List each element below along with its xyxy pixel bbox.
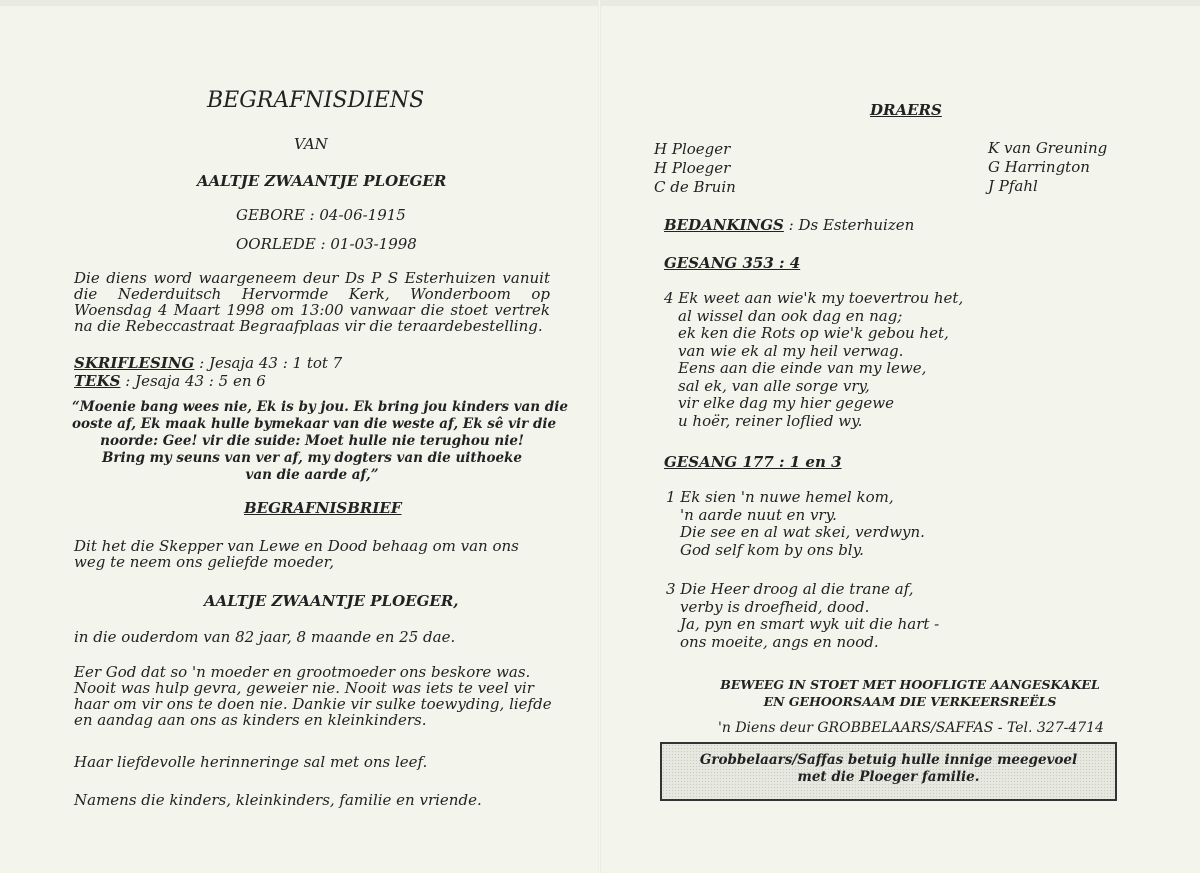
brief-paragraph-2: Eer God dat so 'n moeder en grootmoeder ons beskore was. Nooit was hulp gevra, geweier nie. Nooit was iets te veel vir haar om vir ons te doen nie. Dankie vir sulke toewyding, liefde en aandag aan ons as kinders en kleinkinders. <box>74 663 552 729</box>
condolence-line: Grobbelaars/Saffas betuig hulle innige meegevoel <box>699 752 1078 768</box>
quote-line: ooste af, Ek maak hulle bymekaar van die weste af, Ek sê vir die <box>72 416 557 432</box>
hymn-line: 3 Die Heer droog al die trane af, <box>666 580 914 598</box>
quote-line: noorde: Gee! vir die suide: Moet hulle nie terughou nie! <box>100 433 524 449</box>
hymn-line: sal ek, van alle sorge vry, <box>678 376 870 395</box>
birth-date: GEBORE : 04-06-1915 <box>236 206 406 224</box>
skriflesing-line <box>74 354 342 372</box>
hymn-line: u hoër, reiner loflied wy. <box>678 411 863 430</box>
brief-title: BEGRAFNISBRIEF <box>244 499 402 517</box>
gesang-1-verse <box>664 290 963 430</box>
condolence-line: met die Ploeger familie. <box>797 769 980 785</box>
hymn-line: al wissel dan ook dag en nag; <box>678 306 903 325</box>
hymn-line: Eens aan die einde van my lewe, <box>678 359 927 377</box>
draer-name: J Pfahl <box>988 177 1038 195</box>
death-date: OORLEDE : 01-03-1998 <box>236 235 417 253</box>
hymn-line: ons moeite, angs en nood. <box>680 632 879 651</box>
hymn-line: 4 Ek weet aan wie'k my toevertrou het, <box>664 289 964 307</box>
draers-left-list <box>654 140 736 197</box>
teks-line <box>74 372 266 390</box>
brief-paragraph-3: Haar liefdevolle herinneringe sal met ons leef. <box>74 753 428 771</box>
condolence-box <box>660 742 1117 801</box>
draer-name: K van Greuning <box>988 139 1108 157</box>
hymn-line: 1 Ek sien 'n nuwe hemel kom, <box>666 488 894 506</box>
draer-name: H Ploeger <box>654 159 731 177</box>
hymn-line: Ja, pyn en smart wyk uit die hart - <box>680 615 940 633</box>
draer-name: C de Bruin <box>654 178 736 196</box>
bedankings-line <box>664 216 914 234</box>
brief-signoff: Namens die kinders, kleinkinders, familie en vriende. <box>74 791 482 809</box>
quote-line: Bring my seuns van ver af, my dogters van die uithoeke <box>101 450 522 466</box>
brief-name: AALTJE ZWAANTJE PLOEGER, <box>204 592 459 610</box>
left-page <box>72 0 568 873</box>
brief-paragraph-1: Dit het die Skepper van Lewe en Dood behaag om van ons weg te neem ons geliefde moeder, <box>74 537 519 571</box>
center-fold <box>598 0 601 873</box>
quote-line: van die aarde af,” <box>245 467 379 483</box>
draer-name: H Ploeger <box>654 140 731 158</box>
hymn-line: ek ken die Rots op wie'k gebou het, <box>678 324 949 342</box>
hymn-line: 'n aarde nuut en vry. <box>680 505 837 524</box>
condolence-text <box>662 752 1115 786</box>
teks-value: : Jesaja 43 : 5 en 6 <box>120 372 266 390</box>
gesang-2-verse-3 <box>666 581 939 651</box>
draer-name: G Harrington <box>988 158 1090 176</box>
right-page <box>654 0 1130 873</box>
notice-line: EN GEHOORSAAM DIE VERKEERSREËLS <box>763 694 1057 709</box>
notice-line: BEWEEG IN STOET MET HOOFLIGTE AANGESKAKEL <box>720 677 1100 692</box>
deceased-name: AALTJE ZWAANTJE PLOEGER <box>197 172 447 190</box>
gesang-2-title: GESANG 177 : 1 en 3 <box>664 453 842 471</box>
draers-right-list <box>988 139 1107 196</box>
quote-line: “Moenie bang wees nie, Ek is by jou. Ek bring jou kinders van die <box>72 399 568 415</box>
hymn-line: van wie ek al my heil verwag. <box>678 341 904 360</box>
brief-age: in die ouderdom van 82 jaar, 8 maande en 25 dae. <box>74 628 456 646</box>
scripture-quote <box>72 399 568 484</box>
procession-notice <box>700 676 1120 710</box>
skriflesing-value: : Jesaja 43 : 1 tot 7 <box>194 354 343 372</box>
hymn-line: vir elke dag my hier gegewe <box>678 394 894 412</box>
hymn-line: Die see en al wat skei, verdwyn. <box>680 523 925 541</box>
hymn-line: God self kom by ons bly. <box>680 540 864 559</box>
service-intro: Die diens word waargeneem deur Ds P S Esterhuizen vanuit die Nederduitsch Hervormde Kerk, Wonderboom op Woensdag 4 Maart 1998 om 13:00 vanwaar die stoet vertrek na die Rebeccastraat Begraafplaas vir die teraardebestelling. <box>74 269 550 335</box>
bedankings-label: BEDANKINGS <box>664 216 784 234</box>
draers-title: DRAERS <box>870 101 942 119</box>
hymn-line: verby is droefheid, dood. <box>680 597 870 616</box>
page-title: BEGRAFNISDIENS <box>207 88 425 113</box>
undertaker-line: 'n Diens deur GROBBELAARS/SAFFAS - Tel. 327-4714 <box>718 720 1104 736</box>
gesang-1-title: GESANG 353 : 4 <box>664 254 801 272</box>
van-label: VAN <box>294 135 328 153</box>
skriflesing-label: SKRIFLESING <box>74 354 195 372</box>
gesang-2-verse-1 <box>666 489 925 559</box>
teks-label: TEKS <box>74 372 121 390</box>
bedankings-value: : Ds Esterhuizen <box>783 216 915 234</box>
